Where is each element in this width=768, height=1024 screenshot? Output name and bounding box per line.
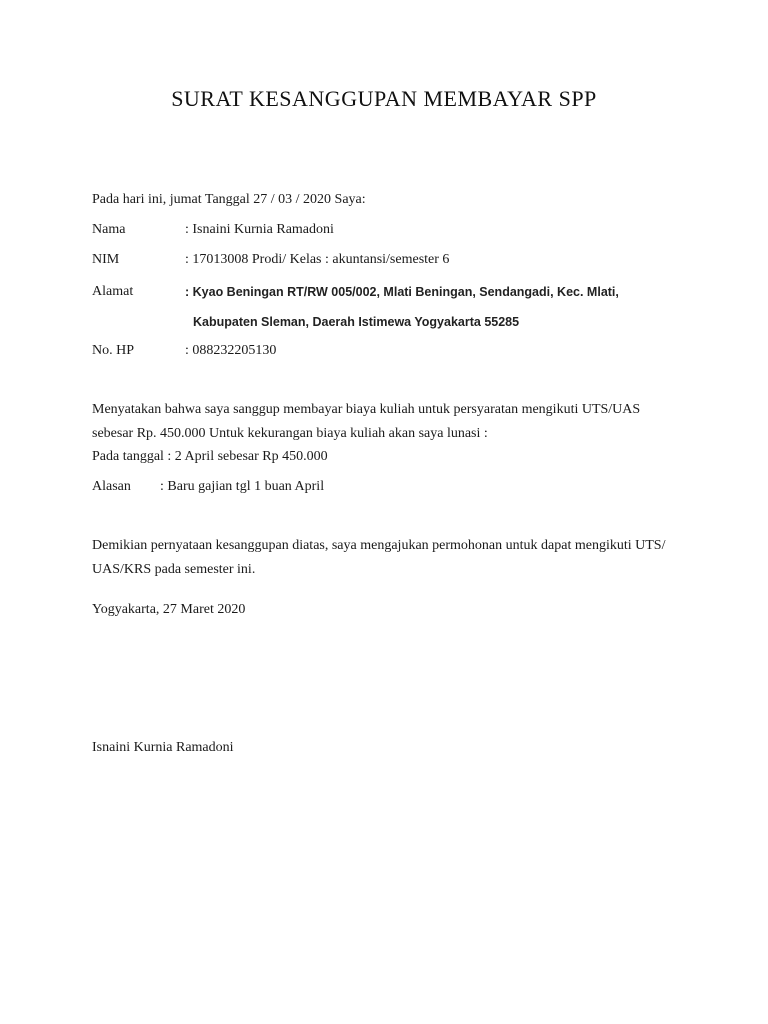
payment-date-line: Pada tanggal : 2 April sebesar Rp 450.000 [92, 449, 328, 464]
alamat-value-line1: : Kyao Beningan RT/RW 005/002, Mlati Beningan, Sendangadi, Kec. Mlati, [185, 285, 619, 299]
alamat-value-line2: Kabupaten Sleman, Daerah Istimewa Yogyakarta 55285 [193, 315, 520, 329]
closing-line2: UAS/KRS pada semester ini. [92, 562, 256, 577]
hp-value: : 088232205130 [185, 343, 277, 358]
hp-label: No. HP [92, 343, 135, 358]
signature-name: Isnaini Kurnia Ramadoni [92, 740, 234, 755]
alasan-value: : Baru gajian tgl 1 buan April [160, 479, 325, 494]
letter-title: SURAT KESANGGUPAN MEMBAYAR SPP [171, 86, 597, 111]
alasan-label: Alasan [92, 479, 131, 494]
nim-label: NIM [92, 252, 120, 267]
nim-value: : 17013008 Prodi/ Kelas : akuntansi/semester 6 [185, 252, 450, 267]
statement-line1: Menyatakan bahwa saya sanggup membayar biaya kuliah untuk persyaratan mengikuti UTS/UAS [92, 402, 641, 417]
closing-line1: Demikian pernyataan kesanggupan diatas, saya mengajukan permohonan untuk dapat mengikuti UTS/ [92, 538, 666, 553]
statement-line2: sebesar Rp. 450.000 Untuk kekurangan biaya kuliah akan saya lunasi : [92, 426, 488, 441]
alamat-label: Alamat [92, 284, 134, 299]
nama-value: : Isnaini Kurnia Ramadoni [185, 222, 334, 237]
place-date: Yogyakarta, 27 Maret 2020 [92, 602, 246, 617]
nama-label: Nama [92, 222, 126, 237]
intro-line: Pada hari ini, jumat Tanggal 27 / 03 / 2020 Saya: [92, 192, 366, 207]
